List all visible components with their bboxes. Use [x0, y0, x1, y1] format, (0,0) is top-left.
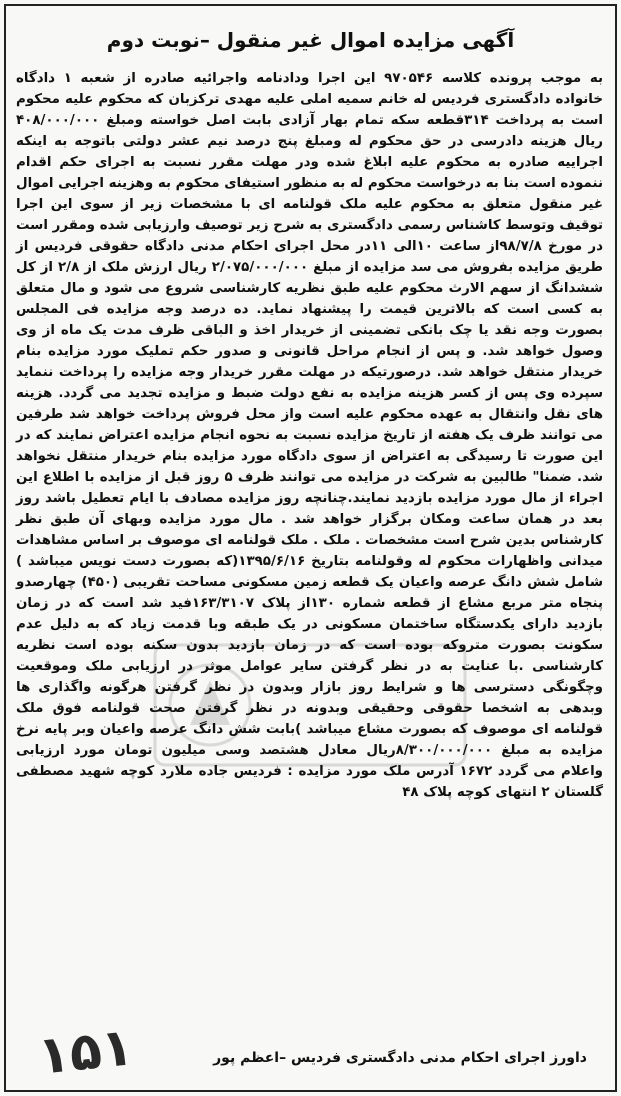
notice-paragraph: به موجب پرونده کلاسه ۹۷۰۵۴۶ این اجرا ودادنامه واجرائیه صادره از شعبه ۱ دادگاه خانواده دادگستری فردیس له خانم سمیه املی علیه مهدی ترکزبان که محکوم علیه محکوم است به پرداخت ۳۱۴قطعه سکه تمام بهار آزادی بابت اصل خواسته ومبلغ ۴۰۸/۰۰۰/۰۰۰ ریال هزینه دادرسی در حق محکوم له ومبلغ پنج درصد نیم عشر دولتی باتوجه به اینکه اجراییه صادره به محکوم علیه ابلاغ شده ودر مهلت مقرر نسبت به اجرای حکم اقدام ننموده است بنا به درخواست محکوم له به منظور استیفای محکوم به وهزینه اجرایی اموال غیر منقول متعلق به محکوم علیه ملک قولنامه ای با مشخصات زیر از سوی این اجرا توقیف وتوسط کاشناس رسمی دادگستری به شرح زیر توصیف وارزیابی شده ومقرر است در مورخ ۹۸/۷/۸از ساعت ۱۰الی ۱۱در محل اجرای احکام مدنی دادگاه حقوقی فردیس از طریق مزایده بفروش می سد مزایده از مبلغ ۲/۰۷۵/۰۰۰/۰۰۰ ریال ارزش ملک از ۲/۸ از کل ششدانگ از سهم الارث محکوم علیه طبق نظریه کارشناسی شروع می شود و مال متعلق به کسی است که بالاترین قیمت را پیشنهاد نماید. ده درصد وجه مزایده فی المجلس بصورت وجه نقد یا چک بانکی تضمینی از خریدار اخذ و الباقی ظرف مدت یک ماه از وی وصول خواهد شد. و پس از انجام مراحل قانونی و صدور حکم تملیک مورد مزایده بنام خریدار منتقل خواهد شد. درصورتیکه در مهلت مقرر خریدار وجه مزایده را پرداخت ننماید سپرده وی پس از کسر هزینه مزایده به نفع دولت ضبط و مزایده تجدید می گردد. هزینه های نقل وانتقال به عهده محکوم علیه است واز محل فروش پرداخت خواهد شد طرفین می توانند ظرف یک هفته از تاریخ مزایده نسبت به نحوه انجام مزایده اعتراض نمایند که در این صورت تا رسیدگی به اعتراض از سوی دادگاه مورد مزایده بنام خریدار منتقل نخواهد شد. ضمنا" طالبین به شرکت در مزایده می توانند ظرف ۵ روز قبل از مزایده با اطلاع این اجراء از مال مورد مزایده بازدید نمایند.چنانچه روز مزایده مصادف با ایام تعطیل باشد روز بعد در همان ساعت ومکان برگزار خواهد شد . مال مورد مزایده وبهای آن طبق نظر کارشناس بدین شرح است مشخصات . ملک . ملک قولنامه ای موصوف بر اساس مشاهدات میدانی واظهارات محکوم له وقولنامه بتاریخ ۱۳۹۵/۶/۱۶(که بصورت دست نویس میباشد ) شامل شش دانگ عرصه واعیان یک قطعه زمین مسکونی مساحت تقریبی (۴۵۰) چهارصدو پنجاه متر مربع مشاع از قطعه شماره ۱۳۰از پلاک ۱۶۳/۳۱۰۷فید شد است که در زمان بازدید دارای یکدستگاه ساختمان مسکونی در یک طبقه وبا قدمت زیاد که به دلیل عدم سکونت بصورت متروکه بوده است که در زمان بازدید بدون سکنه بوده است نظریه کارشناسی .با عنایت به در نظر گرفتن سایر عوامل موثر در ارزیابی ملک وموقعیت وچگونگی دسترسی ها و شرایط روز بازار وبدون در نظر گرفتن هرگونه واگذاری ها وبدهی به اشخصا حقوقی وحقیقی وبدونه در نظر گرفتن صحت قولنامه فوق ملک قولنامه ای موصوف که بصورت مشاع میباشد )بابت شش دانگ عرصه واعیان وبر پایه نرخ مزایده به مبلغ ۸/۳۰۰/۰۰۰/۰۰۰ریال معادل هشتصد وسی میلیون تومان مورد ارزیابی واعلام می گردد ۱۶۷۲ آدرس ملک مورد مزایده : فردیس جاده ملارد کوچه شهید مصطفی گلستان ۲ انتهای کوچه پلاک ۴۸ [16, 71, 604, 800]
handwritten-number: ۱۵۱ [35, 1017, 137, 1087]
signature-line: داورز اجرای احکام مدنی دادگستری فردیس –اعظم پور [213, 1050, 587, 1066]
notice-title: آگهی مزایده اموال غیر منقول –نوبت دوم [106, 28, 515, 52]
notice-body [16, 68, 603, 803]
